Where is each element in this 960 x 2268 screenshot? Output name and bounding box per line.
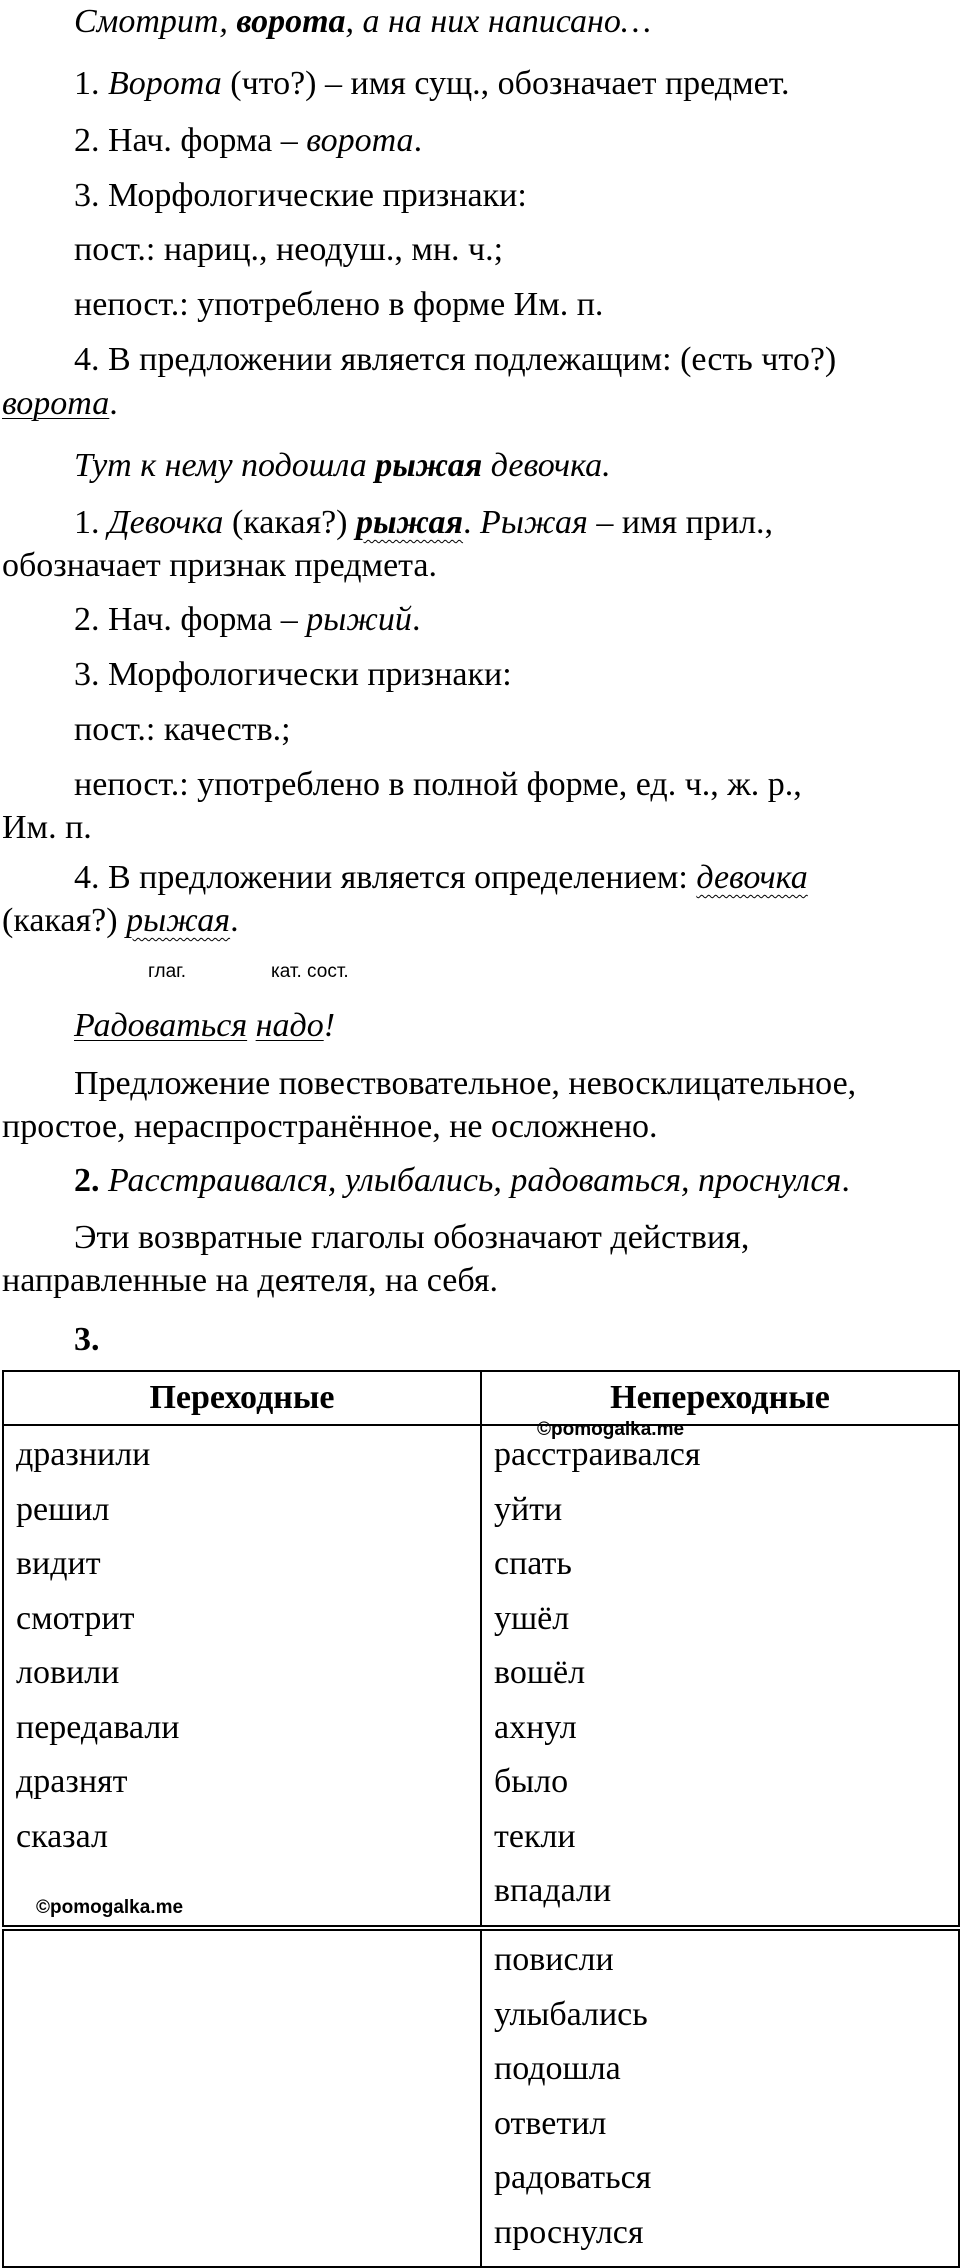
watermark: ©pomogalka.me — [36, 1897, 184, 1918]
nonconstant-features: непост.: употреблено в форме Им. п. — [74, 286, 604, 323]
intransitive-column — [481, 1930, 959, 2267]
list-item: повисли — [494, 1941, 614, 1978]
list-item: впадали — [494, 1872, 612, 1909]
subject-word: ворота. — [2, 385, 118, 422]
task-2-explanation-cont: направленные на деятеля, на себя. — [2, 1262, 498, 1299]
intransitive-column — [481, 1425, 959, 1926]
task-2-explanation: Эти возвратные глаголы обозначают действия, — [74, 1219, 750, 1256]
list-item: дразнят — [16, 1763, 128, 1800]
constant-features: пост.: нариц., неодуш., мн. ч.; — [74, 231, 504, 268]
list-item: проснулся — [494, 2213, 644, 2251]
list-item: видит — [16, 1545, 101, 1582]
list-item: текли — [494, 1817, 576, 1855]
sentence-analysis-cont: простое, нераспространённое, не осложнено. — [2, 1108, 658, 1145]
list-item: спать — [494, 1545, 572, 1582]
sentence-analysis: Предложение повествовательное, невосклицательное, — [74, 1065, 857, 1102]
nonconstant-features: непост.: употреблено в полной форме, ед. ч., ж. р., — [74, 766, 802, 803]
header-transitive: Переходные — [3, 1371, 481, 1425]
verbs-table — [2, 1370, 960, 1927]
list-item: подошла — [494, 2050, 621, 2087]
list-item: было — [494, 1763, 569, 1800]
list-item: передавали — [16, 1708, 180, 1746]
constant-features: пост.: качеств.; — [74, 711, 291, 748]
example-sentence-1: Смотрит, ворота, а на них написано… — [74, 3, 652, 40]
task-3-number: 3. — [74, 1321, 100, 1358]
analysis-point-2: 2. Нач. форма – ворота. — [74, 122, 423, 159]
list-item: вошёл — [494, 1654, 586, 1691]
list-item: ахнул — [494, 1708, 577, 1746]
analysis-point-3: 3. Морфологически признаки: — [74, 656, 512, 693]
nonconstant-features-cont: Им. п. — [2, 809, 92, 846]
list-item: радоваться — [494, 2159, 652, 2196]
analysis-point-1-cont: обозначает признак предмета. — [2, 547, 438, 584]
list-item: улыбались — [494, 1995, 648, 2033]
transitive-column — [3, 1930, 481, 2267]
list-item: уйти — [494, 1490, 563, 1528]
transitive-column — [3, 1425, 481, 1926]
header-intransitive: Непереходные — [481, 1371, 959, 1425]
example-sentence-2: Тут к нему подошла рыжая девочка. — [74, 447, 611, 484]
list-item: ловили — [16, 1654, 120, 1691]
analysis-point-1: 1. Ворота (что?) – имя сущ., обозначает предмет. — [74, 65, 790, 102]
analysis-point-1: 1. Девочка (какая?) рыжая. Рыжая – имя прил., — [74, 504, 774, 541]
list-item: решил — [16, 1490, 110, 1528]
label-verb: глаг. — [148, 961, 187, 982]
analysis-point-2: 2. Нач. форма – рыжий. — [74, 601, 421, 638]
list-item: ответил — [494, 2104, 607, 2142]
watermark: ©pomogalka.me — [537, 1419, 685, 1440]
list-item: расстраивался — [494, 1436, 701, 1473]
analysis-point-3: 3. Морфологические признаки: — [74, 177, 527, 214]
list-item: ушёл — [494, 1599, 570, 1637]
attribute-word: (какая?) рыжая. — [2, 902, 239, 939]
list-item: сказал — [16, 1817, 108, 1855]
analyzed-sentence: Радоваться надо! — [74, 1007, 336, 1044]
task-2: 2. Расстраивался, улыбались, радоваться, проснулся. — [74, 1162, 850, 1199]
list-item: дразнили — [16, 1436, 151, 1473]
list-item: смотрит — [16, 1599, 135, 1637]
analysis-point-4: 4. В предложении является определением: девочка — [74, 859, 808, 896]
analysis-point-4: 4. В предложении является подлежащим: (есть что?) — [74, 341, 837, 378]
verbs-table-continued — [2, 1929, 960, 2268]
label-state-category: кат. сост. — [271, 961, 349, 982]
